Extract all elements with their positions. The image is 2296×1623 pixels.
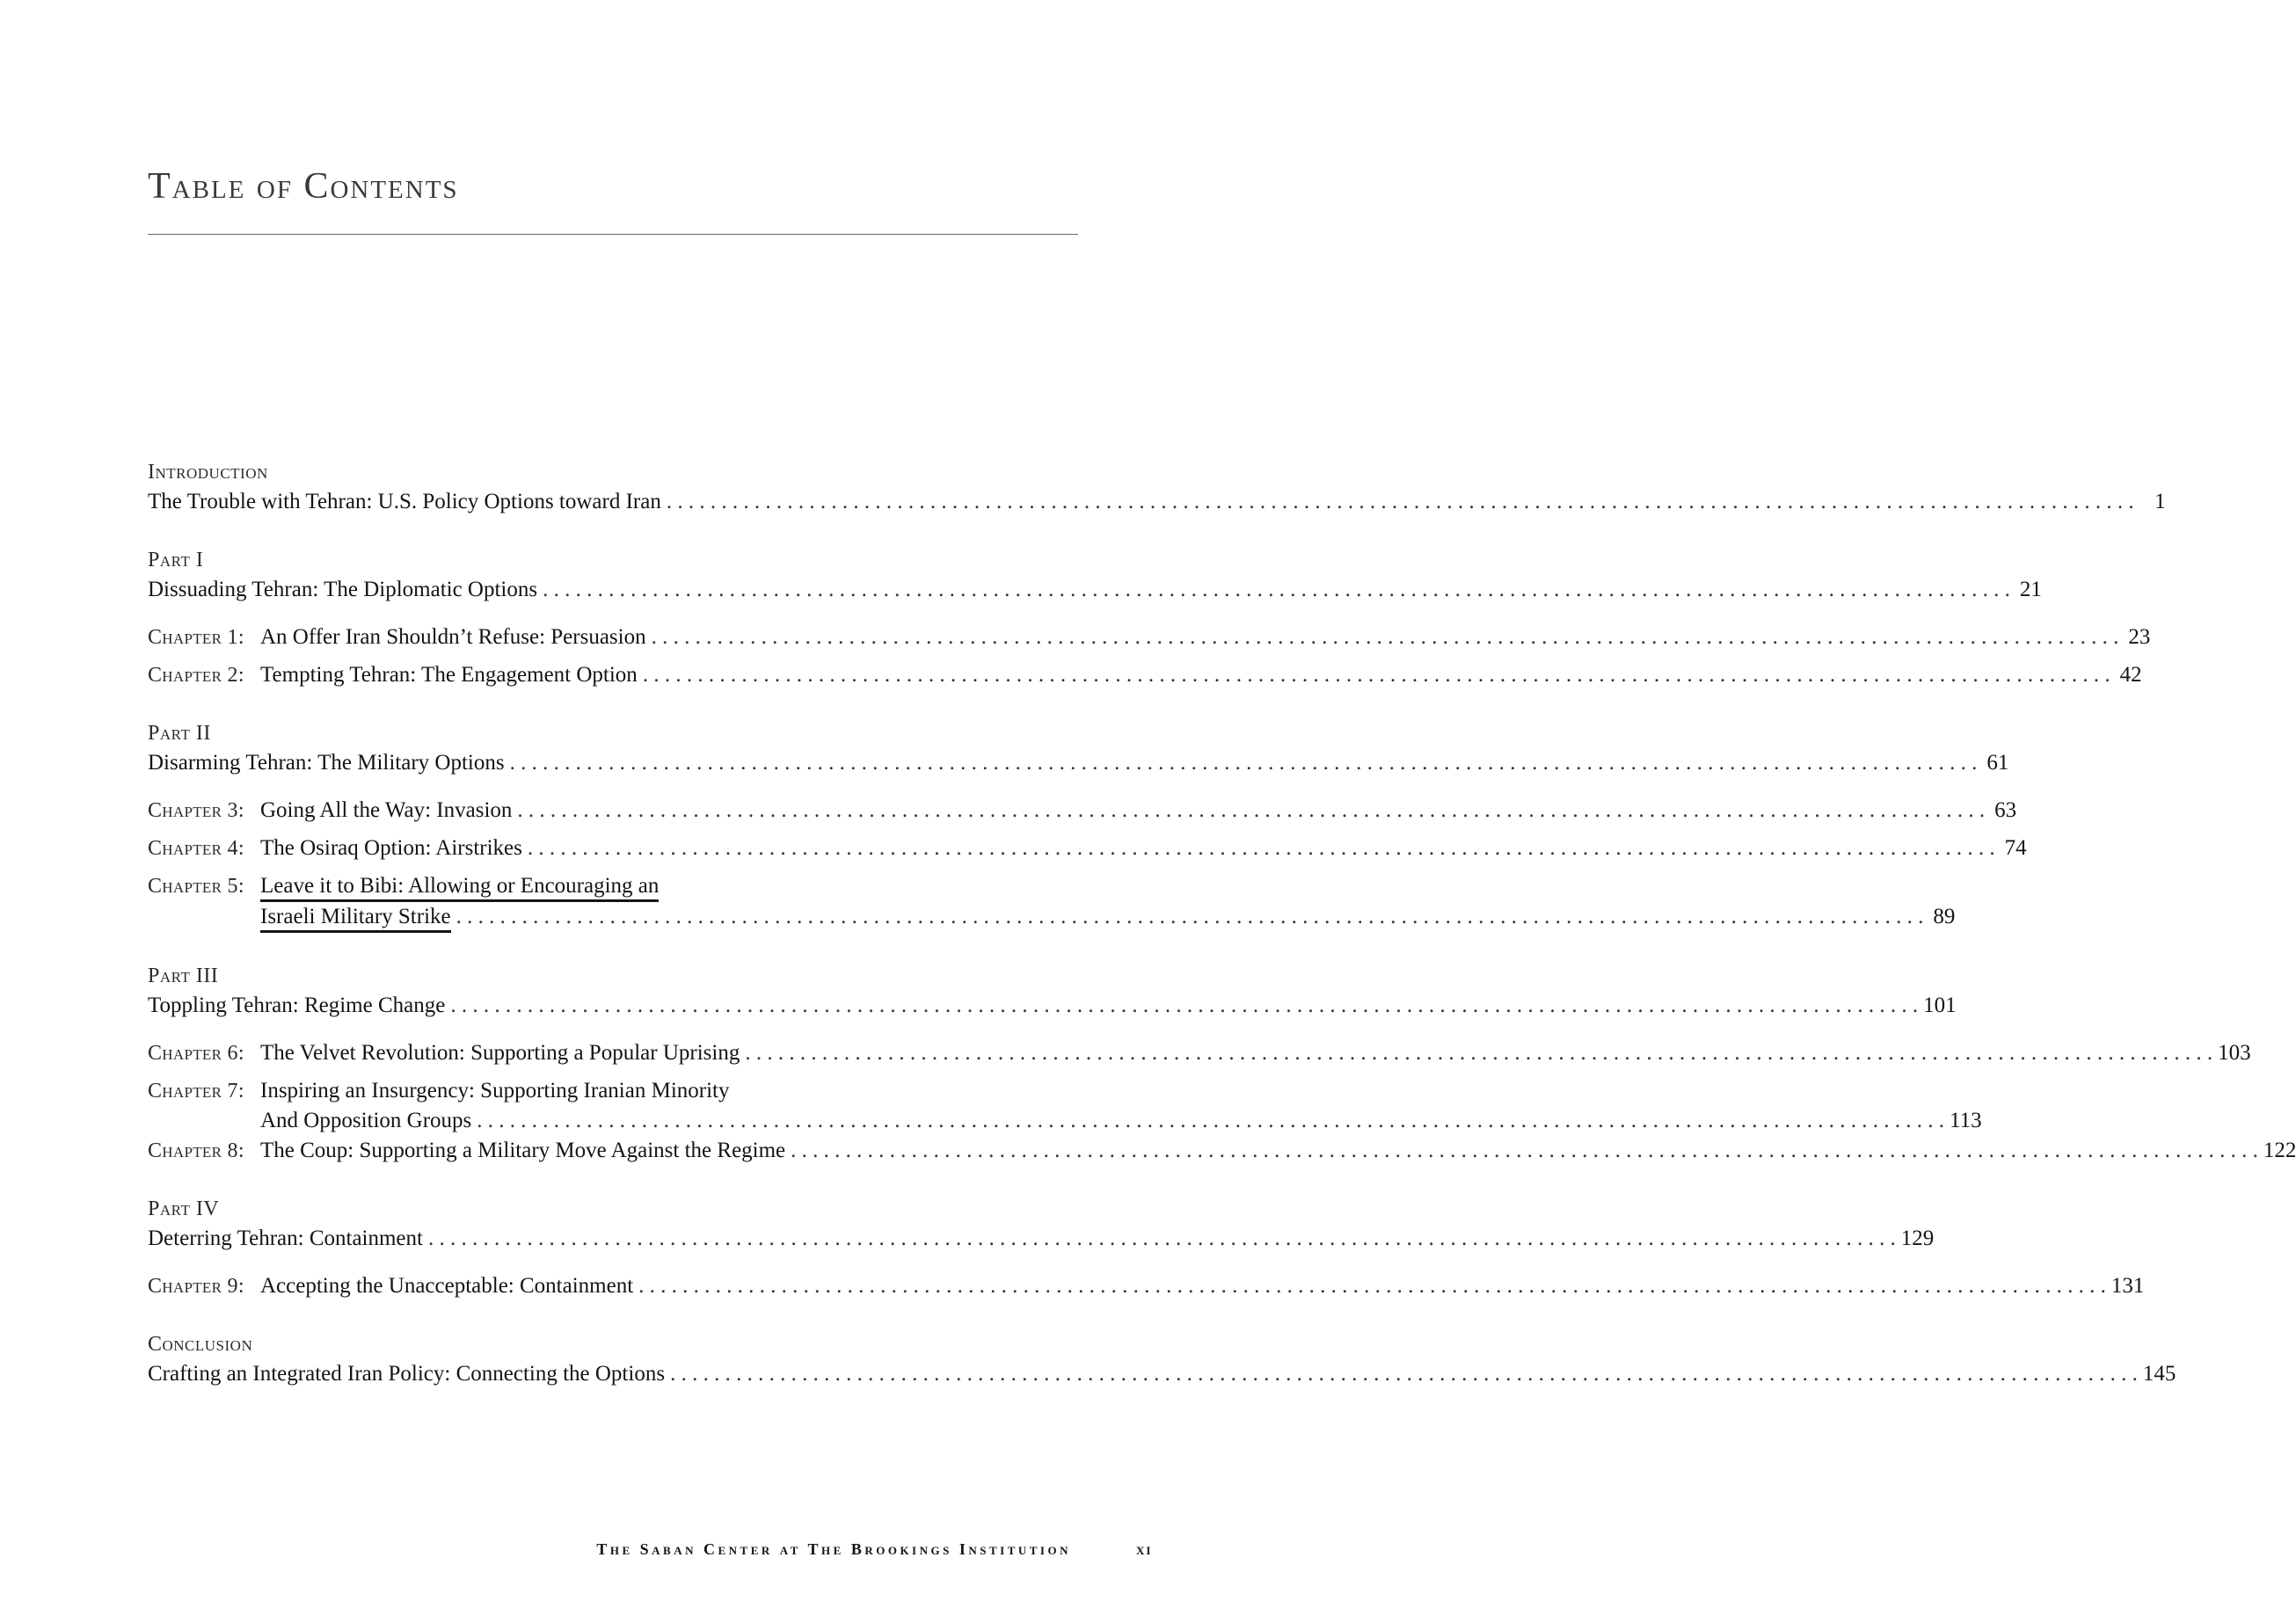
entry-title: The Osiraq Option: Airstrikes: [260, 836, 522, 860]
toc-section-part-3: [148, 961, 2296, 1166]
entry-title-line-2[interactable]: Israeli Military Strike: [260, 904, 451, 933]
entry-page: 21: [2019, 578, 2042, 601]
entry-title: An Offer Iran Shouldn’t Refuse: Persuasion: [260, 625, 646, 649]
dot-leader: [477, 1106, 1944, 1136]
toc-entry[interactable]: [148, 660, 2142, 690]
title-divider: [148, 234, 1078, 235]
toc-entry[interactable]: [148, 1076, 1982, 1136]
toc-entry[interactable]: [148, 622, 2151, 652]
toc-section-part-2: [148, 718, 2027, 933]
entry-page: 103: [2218, 1041, 2251, 1065]
chapter-label: Chapter 6:: [148, 1042, 244, 1065]
dot-leader: [670, 1359, 2138, 1389]
toc-list: [148, 457, 2296, 1417]
section-label: Introduction: [148, 461, 268, 484]
entry-title-line-2: And Opposition Groups: [260, 1109, 472, 1132]
toc-section-part-1: [148, 545, 2151, 690]
toc-entry[interactable]: [148, 871, 1956, 933]
dot-leader: [652, 622, 2119, 652]
footer-publisher: The Saban Center at The Brookings Institution: [596, 1540, 1071, 1558]
dot-leader: [543, 575, 2010, 605]
chapter-label: Chapter 3:: [148, 799, 244, 822]
toc-entry[interactable]: [148, 487, 2166, 517]
entry-title-line-1: Inspiring an Insurgency: Supporting Iranian Minority: [260, 1079, 730, 1103]
entry-page: 145: [2142, 1362, 2176, 1386]
entry-title: Accepting the Unacceptable: Containment: [260, 1274, 634, 1298]
entry-title: Tempting Tehran: The Engagement Option: [260, 663, 638, 687]
dot-leader: [456, 902, 1924, 932]
dot-leader: [517, 796, 1985, 826]
entry-page: 122: [2263, 1139, 2296, 1162]
toc-entry[interactable]: [148, 748, 2009, 778]
toc-entry[interactable]: [148, 1136, 2296, 1166]
chapter-label: Chapter 1:: [148, 626, 244, 649]
dot-leader: [638, 1271, 2106, 1301]
entry-page: 1: [2154, 490, 2166, 513]
entry-page: 131: [2110, 1274, 2145, 1298]
entry-title: The Trouble with Tehran: U.S. Policy Options toward Iran: [148, 490, 661, 513]
dot-leader: [745, 1038, 2212, 1068]
entry-page: 61: [1986, 751, 2009, 775]
toc-entry[interactable]: [148, 1271, 2145, 1301]
entry-page: 113: [1950, 1109, 1982, 1132]
footer-page-number: xi: [1136, 1540, 1153, 1558]
entry-page: 63: [1994, 798, 2017, 822]
toc-entry[interactable]: [148, 1038, 2251, 1068]
entry-title: Going All the Way: Invasion: [260, 798, 513, 822]
entry-page: 74: [2004, 836, 2027, 860]
toc-entry[interactable]: [148, 833, 2027, 863]
entry-title: The Velvet Revolution: Supporting a Popular Uprising: [260, 1041, 740, 1065]
dot-leader: [510, 748, 1978, 778]
chapter-label: Chapter 2:: [148, 664, 244, 687]
dot-leader: [667, 487, 2134, 517]
chapter-label: Chapter 4:: [148, 837, 244, 860]
dot-leader: [450, 991, 1918, 1021]
entry-title: Disarming Tehran: The Military Options: [148, 751, 505, 775]
entry-page: 42: [2119, 663, 2142, 687]
toc-entry[interactable]: [148, 575, 2042, 605]
dot-leader: [791, 1136, 2258, 1166]
page-title: Table of Contents: [148, 166, 459, 207]
chapter-label: Chapter 8:: [148, 1139, 244, 1162]
section-label: Part II: [148, 722, 211, 745]
entry-title: Toppling Tehran: Regime Change: [148, 993, 446, 1017]
toc-entry[interactable]: [148, 1359, 2176, 1389]
toc-entry[interactable]: [148, 796, 2017, 826]
toc-entry[interactable]: [148, 1224, 1935, 1254]
entry-title: Deterring Tehran: Containment: [148, 1226, 423, 1250]
entry-page: 23: [2128, 625, 2151, 649]
toc-section-introduction: [148, 457, 2166, 517]
chapter-label: Chapter 5:: [148, 875, 244, 898]
dot-leader: [428, 1224, 1896, 1254]
entry-page: 101: [1923, 993, 1957, 1017]
chapter-label: Chapter 7:: [148, 1080, 244, 1103]
dot-leader: [643, 660, 2110, 690]
dot-leader: [528, 833, 1995, 863]
section-label: Part IV: [148, 1197, 220, 1220]
toc-entry[interactable]: [148, 991, 1957, 1021]
entry-title: The Coup: Supporting a Military Move Against the Regime: [260, 1139, 786, 1162]
entry-title-line-1[interactable]: Leave it to Bibi: Allowing or Encouraging an: [260, 873, 659, 902]
entry-title: Crafting an Integrated Iran Policy: Connecting the Options: [148, 1362, 666, 1386]
section-label: Part I: [148, 549, 204, 571]
section-label: Part III: [148, 964, 219, 987]
entry-page: 89: [1933, 905, 1956, 928]
chapter-label: Chapter 9:: [148, 1275, 244, 1298]
toc-section-conclusion: [148, 1329, 2176, 1389]
toc-section-part-4: [148, 1194, 2145, 1301]
entry-title: Dissuading Tehran: The Diplomatic Options: [148, 578, 538, 601]
entry-page: 129: [1900, 1226, 1935, 1250]
section-label: Conclusion: [148, 1333, 253, 1356]
